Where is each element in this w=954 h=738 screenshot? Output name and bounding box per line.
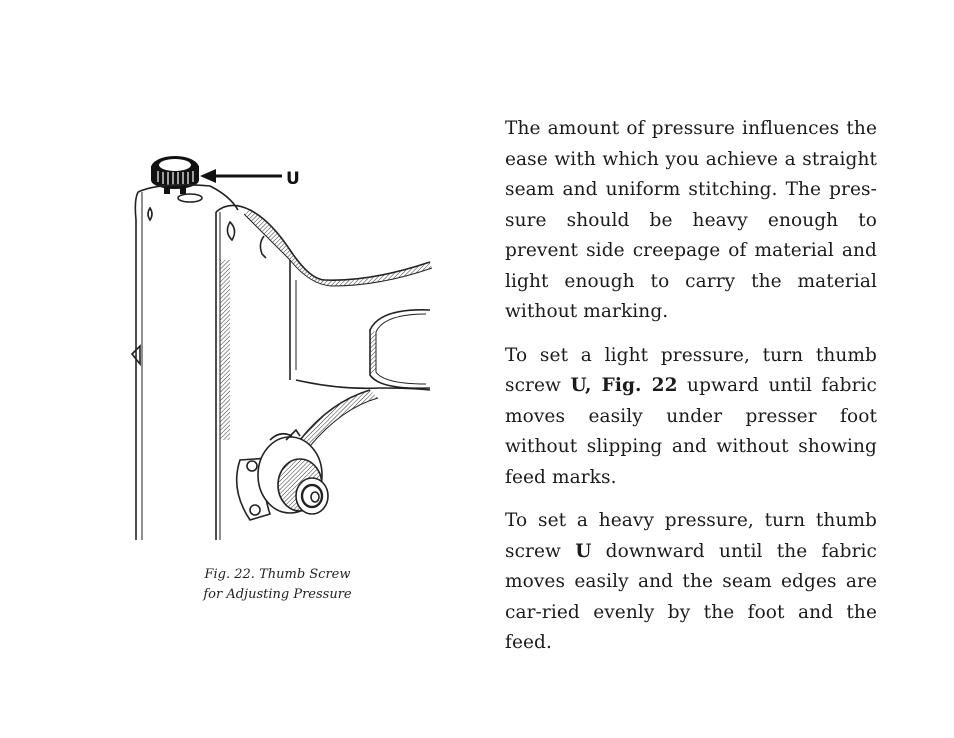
callout-arrow-icon — [200, 169, 282, 183]
paragraph-3-after: downward until the fabric moves easily and the seam edges are car-ried evenly by the foot and the feed. — [505, 540, 878, 653]
paragraph-2-reference: U, Fig. 22 — [570, 375, 678, 396]
tension-assembly-icon — [237, 430, 328, 520]
paragraph-2-after: upward until fabric moves easily under presser foot without slipping and without showing feed marks. — [505, 375, 877, 488]
paragraph-2 — [505, 341, 877, 494]
figure-caption — [185, 565, 370, 605]
caption-line-2: for Adjusting Pressure — [203, 587, 352, 602]
paragraph-3-reference: U — [575, 540, 592, 562]
body-text — [505, 114, 877, 672]
paragraph-3 — [505, 506, 877, 659]
shading-strip — [220, 260, 230, 440]
paragraph-1: The amount of pressure influences the ease with which you achieve a straight seam and uniform stitching. The pres-sure should be heavy enough to prevent side creepage of material and light enough to carry the material without marking. — [505, 118, 877, 322]
notch-shading — [370, 330, 376, 375]
caption-line-1 — [185, 565, 370, 585]
paragraph-3-before: To set a heavy pressure, turn thumb screw — [505, 510, 877, 562]
paragraph-2-before: To set a light pressure, turn thumb screw — [505, 344, 877, 396]
thumb-screw-icon — [151, 156, 199, 194]
figure-number: Fig. 22. — [204, 567, 255, 582]
callout-letter: U — [286, 169, 300, 189]
figure-title: Thumb Screw — [259, 567, 351, 582]
sewing-machine-illustration — [120, 140, 450, 550]
arm-shading — [244, 210, 432, 286]
